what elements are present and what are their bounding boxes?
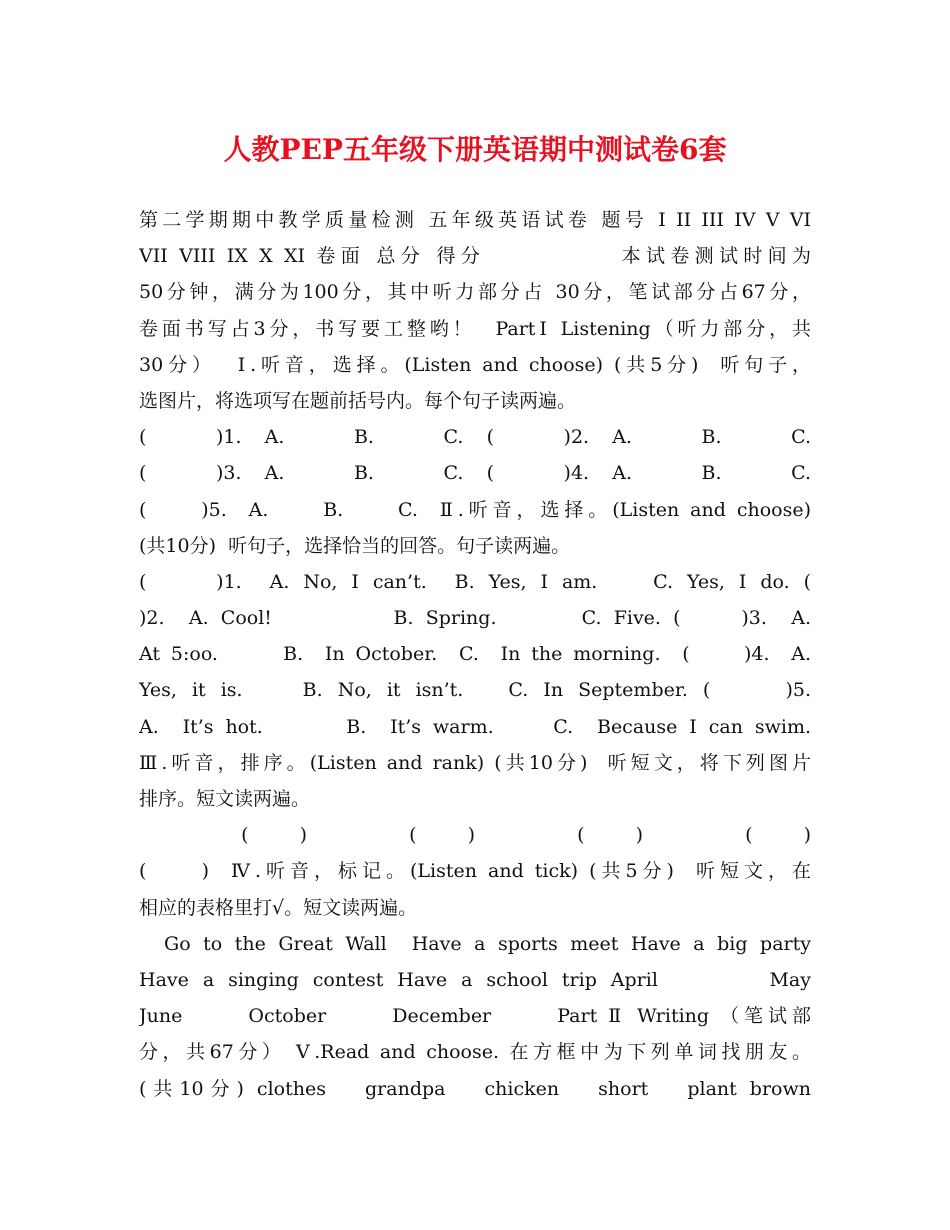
text-line: 50分钟，满分为100分，其中听力部分占 30分，笔试部分占67分， [139,281,811,304]
text-line: ( )5. A. B. C. Ⅱ.听音，选择。(Listen and choose) [139,498,811,521]
text-line: 第二学期期中教学质量检测 五年级英语试卷 题号 I II III IV V VI [139,209,811,231]
text-line: ( )1. A. B. C. ( )2. A. B. C. [139,426,811,449]
text-line: A. It’s hot. B. It’s warm. C. Because I can swim. [139,715,811,738]
text-line: 30分） Ⅰ.听音，选择。(Listen and choose) (共5分) 听句子， [139,353,811,376]
text-line: VII VIII IX X XI 卷面 总分 得分 本试卷测试时间为 [139,245,811,268]
document-title: 人教PEP五年级下册英语期中测试卷6套 [223,133,727,166]
text-line: 选图片，将选项写在题前括号内。每个句子读两遍。 [139,389,577,412]
text-line: ( ) Ⅳ.听音，标记。(Listen and tick) (共5分) 听短文，在 [139,860,811,883]
text-line: Ⅲ.听音，排序。(Listen and rank) (共10分) 听短文，将下列图片 [139,751,811,774]
text-line: June October December Part Ⅱ Writing （笔试部 [139,1005,811,1028]
text-line: Go to the Great Wall Have a sports meet Have a big party [139,932,811,955]
text-line: 分，共67分） Ⅴ.Read and choose. 在方框中为下列单词找朋友。 [139,1041,811,1064]
text-line: (共10分) clothes grandpa chicken short plant brown [139,1077,811,1100]
text-line: At 5:oo. B. In October. C. In the morning. ( )4. A. [139,643,811,666]
text-line: 相应的表格里打√。短文读两遍。 [139,896,418,919]
text-line: ( )1. A. No, I can’t. B. Yes, I am. C. Yes, I do. ( [139,570,811,593]
text-line: 卷面书写占3分，书写要工整哟！ PartⅠ Listening（听力部分，共 [139,317,811,340]
text-line: )2. A. Cool! B. Spring. C. Five. ( )3. A. [139,607,811,630]
text-line: 排序。短文读两遍。 [139,788,311,810]
text-line: ( )3. A. B. C. ( )4. A. B. C. [139,462,811,485]
document-body [139,202,811,1107]
text-line: Yes, it is. B. No, it isn’t. C. In September. ( )5. [139,679,811,702]
text-line: (共10分) 听句子，选择恰当的回答。句子读两遍。 [139,534,571,557]
text-line: Have a singing contest Have a school trip April May [139,968,811,991]
text-line: ( ) ( ) ( ) ( ) [139,824,811,847]
